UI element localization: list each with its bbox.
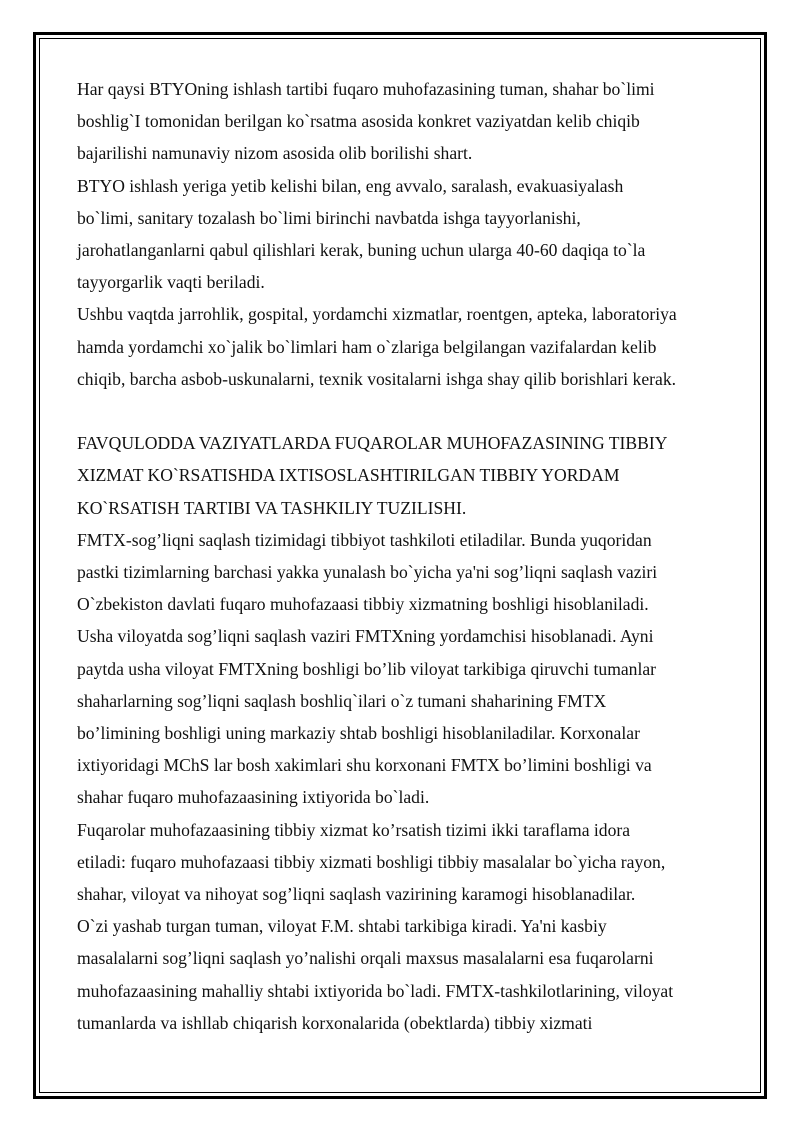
text-line: Ushbu vaqtda jarrohlik, gospital, yordamchi xizmatlar, roentgen, apteka, laboratoriya [77,304,677,325]
text-line: paytda usha viloyat FMTXning boshligi bo’lib viloyat tarkibiga qiruvchi tumanlar [77,658,657,679]
text-line: O`zbekiston davlati fuqaro muhofazaasi tibbiy xizmatning boshligi hisoblaniladi. [77,594,649,615]
text-line: ixtiyoridagi MChS lar bosh xakimlari shu korxonani FMTX bo’limini boshligi va [77,755,652,776]
text-line: O`zi yashab turgan tuman, viloyat F.M. shtabi tarkibiga kiradi. Ya'ni kasbiy [77,916,607,937]
blank-line [77,395,737,427]
text-line: FMTX-sog’liqni saqlash tizimidagi tibbiyot tashkiloti etiladilar. Bunda yuqoridan [77,529,652,550]
text-line: shaharlarning sog’liqni saqlash boshliq`ilari o`z tumani shaharining FMTX [77,690,607,711]
text-line: Har qaysi BTYOning ishlash tartibi fuqaro muhofazasining tuman, shahar bo`limi [77,79,655,99]
document-body [77,73,737,1039]
text-line: hamda yordamchi xo`jalik bo`limlari ham o`zlariga belgilangan vazifalardan kelib [77,336,657,357]
text-line: BTYO ishlash yeriga yetib kelishi bilan, eng avvalo, saralash, evakuasiyalash [77,175,624,196]
section-heading-line: XIZMAT KO`RSATISHDA IXTISOSLASHTIRILGAN TIBBIY YORDAM [77,465,620,486]
text-line: bo’limining boshligi uning markaziy shtab boshligi hisoblaniladilar. Korxonalar [77,723,640,744]
text-line: shahar fuqaro muhofazaasining ixtiyorida bo`ladi. [77,787,430,808]
section-heading-line: FAVQULODDA VAZIYATLARDA FUQAROLAR MUHOFAZASINING TIBBIY [77,433,668,454]
text-line: chiqib, barcha asbob-uskunalarni, texnik vositalarni ishga shay qilib borishlari kerak. [77,368,677,389]
section-heading-line: KO`RSATISH TARTIBI VA TASHKILIY TUZILISHI. [77,497,467,518]
text-line: tumanlarda va ishllab chiqarish korxonalarida (obektlarda) tibbiy xizmati [77,1012,593,1033]
text-line: etiladi: fuqaro muhofazaasi tibbiy xizmati boshligi tibbiy masalalar bo`yicha rayon, [77,851,666,872]
text-line: tayyorgarlik vaqti beriladi. [77,272,265,293]
text-line: shahar, viloyat va nihoyat sog’liqni saqlash vazirining karamogi hisoblanadilar. [77,884,636,905]
text-line: Fuqarolar muhofazaasining tibbiy xizmat ko’rsatish tizimi ikki taraflama idora [77,819,631,840]
text-line: jarohatlanganlarni qabul qilishlari kerak, buning uchun ularga 40-60 daqiqa to`la [77,240,646,261]
text-line: pastki tizimlarning barchasi yakka yunalash bo`yicha ya'ni sog’liqni saqlash vaziri [77,562,658,583]
text-line: bajarilishi namunaviy nizom asosida olib borilishi shart. [77,143,473,164]
text-line: muhofazaasining mahalliy shtabi ixtiyorida bo`ladi. FMTX-tashkilotlarining, viloyat [77,980,674,1001]
text-line: bo`limi, sanitary tozalash bo`limi birinchi navbatda ishga tayyorlanishi, [77,207,581,228]
text-line: Usha viloyatda sog’liqni saqlash vaziri FMTXning yordamchisi hisoblanadi. Ayni [77,626,654,647]
text-line: boshlig`I tomonidan berilgan ko`rsatma asosida konkret vaziyatdan kelib chiqib [77,111,640,132]
text-line: masalalarni sog’liqni saqlash yo’nalishi orqali maxsus masalalarni esa fuqarolarni [77,948,654,969]
